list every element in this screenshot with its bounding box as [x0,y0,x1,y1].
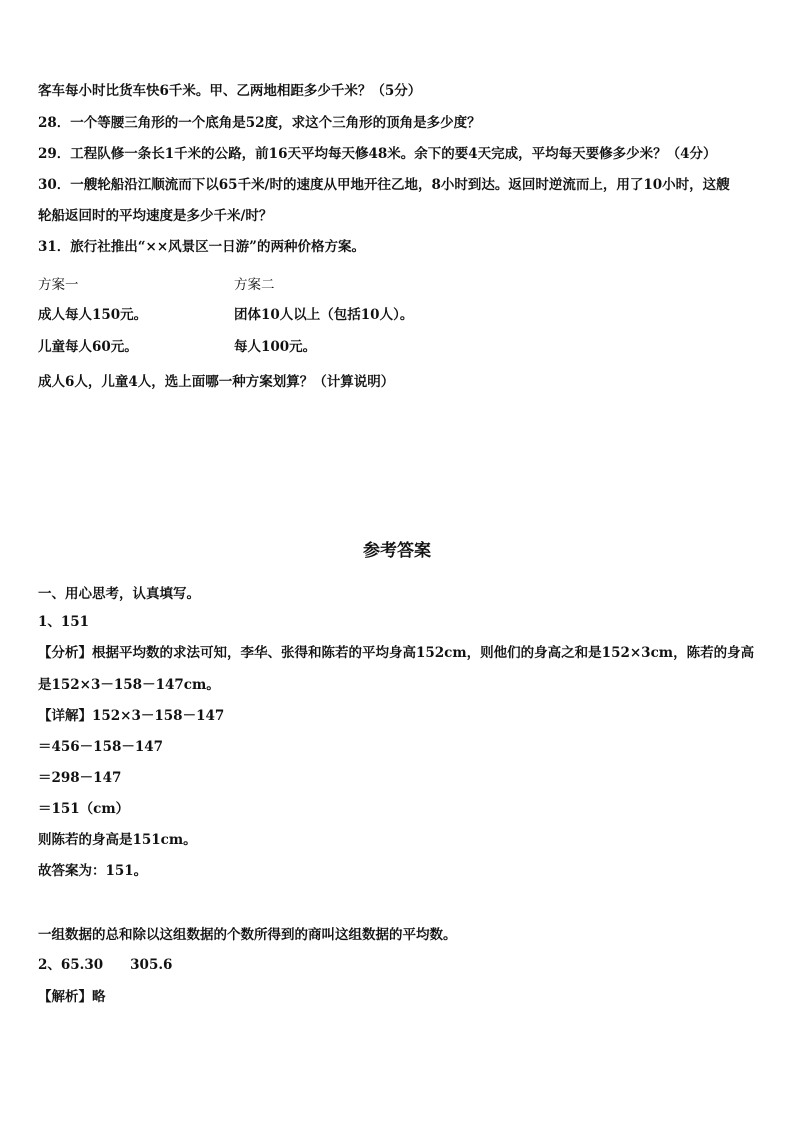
answer-2-analysis: 【解析】略 [38,989,106,1005]
answer-1-analysis-line-2: 是152×3－158－147cm。 [38,677,220,693]
question-29: 29．工程队修一条长1千米的公路，前16天平均每天修48米。余下的要4天完成，平均每天要修多少米？（4分） [38,146,717,162]
answer-1-detail: 【详解】152×3－158－147 [38,708,225,724]
answer-1-step-2: ＝298－147 [38,770,122,786]
plan-a-child-price: 儿童每人60元。 [38,339,138,355]
answer-1-step-1: ＝456－158－147 [38,739,164,755]
question-27-tail: 客车每小时比货车快6千米。甲、乙两地相距多少千米？（5分） [38,83,422,99]
plan-a-title: 方案一 [38,277,79,293]
question-28: 28．一个等腰三角形的一个底角是52度，求这个三角形的顶角是多少度？ [38,115,481,131]
answer-1-final: 故答案为：151。 [38,863,148,879]
answer-1-step-3: ＝151（cm） [38,801,130,817]
answers-heading: 参考答案 [363,541,431,561]
answer-2-label: 2、65.30 305.6 [38,957,173,973]
answer-1-label: 1、151 [38,614,90,630]
answers-section-1: 一、用心思考，认真填写。 [38,586,200,602]
plan-b-price: 每人100元。 [234,339,317,355]
plan-b-group-rule: 团体10人以上（包括10人）。 [234,307,414,323]
question-30-line-1: 30．一艘轮船沿江顺流而下以65千米/时的速度从甲地开往乙地，8小时到达。返回时逆流而上，用了10小时，这艘 [38,177,730,193]
question-30-line-2: 轮船返回时的平均速度是多少千米/时？ [38,208,273,224]
answer-1-note: 一组数据的总和除以这组数据的个数所得到的商叫这组数据的平均数。 [38,927,457,943]
plan-a-adult-price: 成人每人150元。 [38,307,148,323]
question-31-prompt: 成人6人，儿童4人，选上面哪一种方案划算？（计算说明） [38,374,395,390]
answer-1-analysis-line-1: 【分析】根据平均数的求法可知，李华、张得和陈若的平均身高152cm，则他们的身高之和是152×3cm，陈若的身高 [38,645,755,661]
question-31: 31．旅行社推出“××风景区一日游”的两种价格方案。 [38,239,365,255]
answer-1-conclusion: 则陈若的身高是151cm。 [38,832,197,848]
plan-b-title: 方案二 [234,277,275,293]
